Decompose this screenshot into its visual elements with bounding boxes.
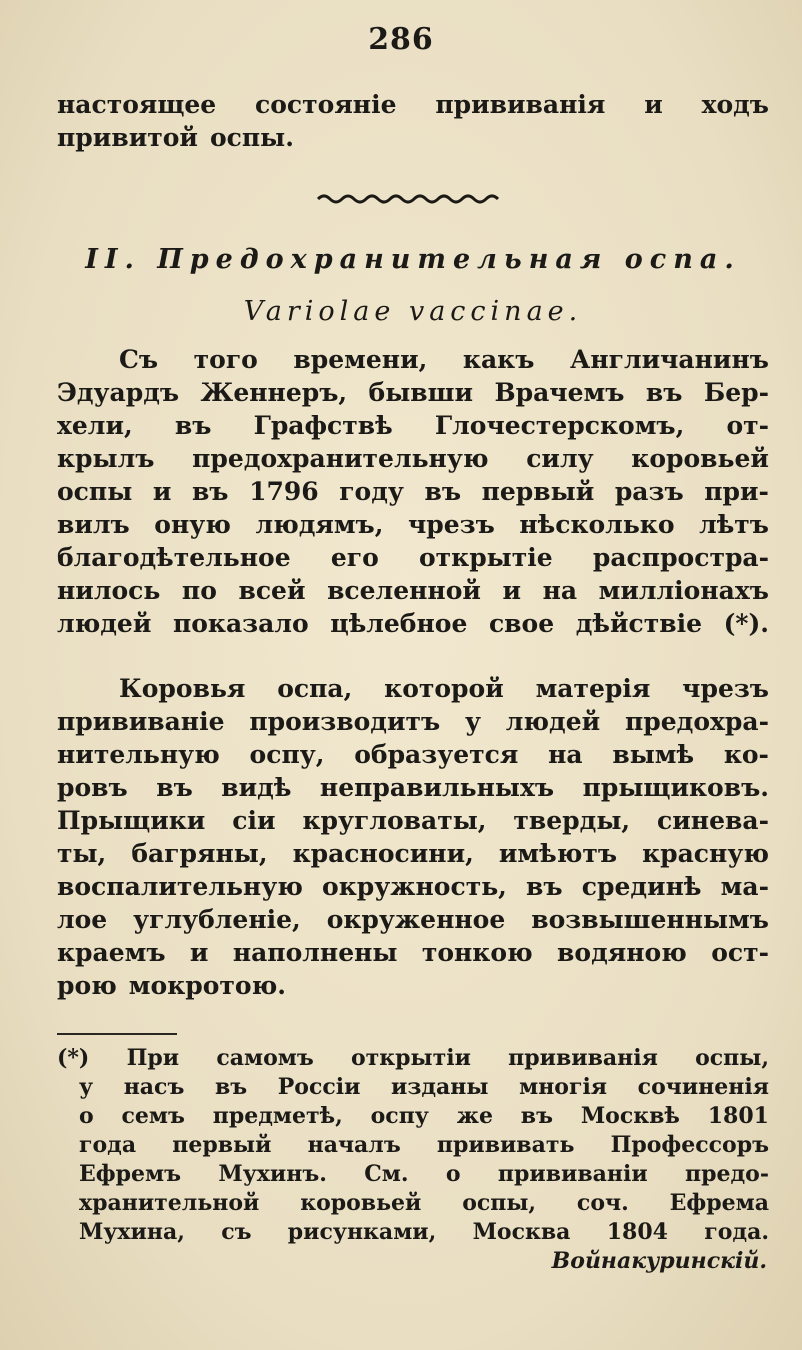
word: показало (172, 609, 309, 638)
word: привитой (57, 123, 198, 152)
word: рою (57, 971, 117, 1000)
intro-paragraph (57, 88, 769, 154)
word: Эдуардъ (57, 378, 180, 407)
word: хранительной (79, 1190, 260, 1216)
word: оспы, (695, 1045, 769, 1071)
word: какъ (462, 345, 535, 374)
word: багряны, (131, 839, 268, 868)
word: оспу (370, 1103, 429, 1129)
word: Графствѣ (253, 411, 393, 440)
footnote-signature: Войнакуринскiй. (551, 1248, 767, 1274)
word: кругловаты, (302, 806, 487, 835)
word: времени, (293, 345, 428, 374)
word: въ (214, 1074, 248, 1100)
word: силу (526, 444, 594, 473)
section-heading: II. Предохранительная оспа. (85, 244, 741, 275)
word: предметѣ, (212, 1103, 343, 1129)
word: началъ (307, 1132, 401, 1158)
word: оспа, (277, 674, 353, 703)
word: всей (238, 576, 306, 605)
word: въ (424, 477, 462, 506)
word: и (189, 938, 209, 967)
word: Мухинъ. (218, 1161, 327, 1187)
fn-line (57, 1102, 769, 1131)
word: въ (156, 773, 193, 802)
word: воспалительную (57, 872, 303, 901)
word: ходъ (701, 90, 769, 119)
word: у (79, 1074, 94, 1100)
word: Мухина, (79, 1219, 185, 1245)
word: и (502, 576, 522, 605)
word: миллiонахъ (598, 576, 769, 605)
word: чрезъ (407, 510, 495, 539)
ornamental-divider (316, 192, 502, 206)
word: на (548, 740, 583, 769)
word: чрезъ (682, 674, 769, 703)
word: 1796 (249, 477, 319, 506)
word: вселенной (327, 576, 481, 605)
word: оспы, (462, 1190, 537, 1216)
word: оную (154, 510, 231, 539)
word: многiя (519, 1074, 608, 1100)
word: 1804 (606, 1219, 668, 1245)
word: синева- (657, 806, 769, 835)
word: году (339, 477, 404, 506)
word: Англичанинъ (569, 345, 769, 374)
word: года. (704, 1219, 769, 1245)
fn-line (57, 1044, 769, 1073)
word: прививанiя (435, 90, 606, 119)
word: 1801 (707, 1103, 769, 1129)
word: Прыщики (57, 806, 206, 835)
word: предохра- (624, 707, 769, 736)
word: разъ (614, 477, 684, 506)
para1-line (57, 541, 769, 574)
word: видѣ (221, 773, 292, 802)
word: Коровья (119, 674, 246, 703)
word: красную (642, 839, 769, 868)
para1-line (57, 475, 769, 508)
para1-line (57, 607, 769, 640)
fn-line (57, 1131, 769, 1160)
para2-line (57, 804, 769, 837)
footnote (57, 1044, 769, 1276)
word: водяною (557, 938, 687, 967)
word: вымѣ (612, 740, 695, 769)
word: Женнеръ, (200, 378, 348, 407)
para1-line (57, 574, 769, 607)
word: краемъ (57, 938, 166, 967)
word: тонкою (421, 938, 533, 967)
para2-line (57, 771, 769, 804)
word: оспы (57, 477, 133, 506)
word: углубленiе, (133, 905, 301, 934)
word: нѣсколько (519, 510, 675, 539)
word: хели, (57, 411, 133, 440)
word: Москва (472, 1219, 571, 1245)
word: самомъ (216, 1045, 314, 1071)
para1-line (57, 442, 769, 475)
word: прививанiя (508, 1045, 658, 1071)
word: оспу, (249, 740, 325, 769)
para2-line (57, 837, 769, 870)
word: у (464, 707, 481, 736)
word: мокротою. (128, 971, 286, 1000)
word: изданы (391, 1074, 489, 1100)
word: на (542, 576, 578, 605)
word: первый (172, 1132, 272, 1158)
word: (*) (57, 1045, 90, 1071)
footnote-rule (57, 1033, 177, 1035)
word: дѣйствiе (575, 609, 702, 638)
word: наполнены (232, 938, 398, 967)
para2-line (57, 672, 769, 705)
word: нительную (57, 740, 220, 769)
word: сочиненiя (637, 1074, 769, 1100)
word: (*). (723, 609, 769, 638)
word: вилъ (57, 510, 130, 539)
para1-line (57, 343, 769, 376)
word: образуется (354, 740, 519, 769)
fn-line (57, 1218, 769, 1247)
para2-line (57, 936, 769, 969)
word: того (193, 345, 258, 374)
word: цѣлебное (330, 609, 468, 638)
word: ты, (57, 839, 107, 868)
word: Профессоръ (610, 1132, 769, 1158)
word: прыщиковъ. (582, 773, 769, 802)
word: года (79, 1132, 137, 1158)
word: коровьей (631, 444, 769, 473)
word: въ (520, 1103, 553, 1129)
word: матерiя (535, 674, 651, 703)
word: Съ (119, 345, 159, 374)
word: людей (57, 609, 152, 638)
page-number: 286 (368, 22, 434, 57)
word: срединѣ (581, 872, 702, 901)
word: неправильныхъ (319, 773, 555, 802)
word: людей (505, 707, 601, 736)
word: состоянiе (255, 90, 397, 119)
word: въ (645, 378, 683, 407)
word: оспы. (209, 123, 294, 152)
word: людямъ, (255, 510, 384, 539)
word: и (644, 90, 663, 119)
word: распростра- (592, 543, 769, 572)
word: въ (526, 872, 563, 901)
word: въ (174, 411, 212, 440)
word: При (126, 1045, 180, 1071)
word: настоящее (57, 90, 217, 119)
word: Ефремъ (79, 1161, 181, 1187)
word: его (330, 543, 379, 572)
word: и (152, 477, 172, 506)
word: при- (704, 477, 769, 506)
word: нилось (57, 576, 161, 605)
word: благодѣтельное (57, 543, 291, 572)
intro-line (57, 121, 769, 154)
fn-line (57, 1073, 769, 1102)
word: тверды, (513, 806, 631, 835)
word: лѣтъ (699, 510, 769, 539)
word: лое (57, 905, 108, 934)
word: первый (481, 477, 595, 506)
word: предо- (685, 1161, 769, 1187)
word: прививанiе (57, 707, 225, 736)
word: красносини, (292, 839, 474, 868)
word: сiи (232, 806, 276, 835)
word: крылъ (57, 444, 155, 473)
para2-line (57, 738, 769, 771)
intro-line (57, 88, 769, 121)
word: имѣютъ (498, 839, 618, 868)
word: ко- (723, 740, 769, 769)
fn-line (57, 1160, 769, 1189)
word: Врачемъ (494, 378, 625, 407)
word: возвышеннымъ (531, 905, 769, 934)
word: Россiи (277, 1074, 361, 1100)
paragraph-2 (57, 672, 769, 1002)
word: См. (364, 1161, 409, 1187)
word: въ (191, 477, 229, 506)
word: бывши (368, 378, 474, 407)
word: Бер- (703, 378, 769, 407)
word: рисунками, (287, 1219, 437, 1245)
word: Москвѣ (580, 1103, 680, 1129)
word: окружность, (322, 872, 507, 901)
word: открытiе (418, 543, 553, 572)
para2-line (57, 969, 769, 1002)
para1-line (57, 508, 769, 541)
word: предохранительную (192, 444, 489, 473)
word: Ефрема (669, 1190, 769, 1216)
word: соч. (576, 1190, 629, 1216)
word: ма- (720, 872, 769, 901)
word: семъ (121, 1103, 185, 1129)
word: окруженное (326, 905, 506, 934)
word: прививать (436, 1132, 575, 1158)
word: ост- (711, 938, 769, 967)
para1-line (57, 409, 769, 442)
word: от- (726, 411, 769, 440)
paragraph-1 (57, 343, 769, 640)
word: насъ (123, 1074, 185, 1100)
word: по (181, 576, 217, 605)
word: свое (488, 609, 555, 638)
word: Глочестерскомъ, (434, 411, 685, 440)
word: открытiи (350, 1045, 471, 1071)
word: же (456, 1103, 493, 1129)
para1-line (57, 376, 769, 409)
word: о (79, 1103, 94, 1129)
word: прививанiи (497, 1161, 648, 1187)
para2-line (57, 870, 769, 903)
fn-line (57, 1189, 769, 1218)
word: коровьей (300, 1190, 422, 1216)
word: о (445, 1161, 461, 1187)
word: производитъ (249, 707, 441, 736)
word: которой (384, 674, 504, 703)
word: ровъ (57, 773, 128, 802)
para2-line (57, 705, 769, 738)
word: съ (221, 1219, 252, 1245)
section-subheading: Variolae vaccinae. (243, 296, 583, 327)
para2-line (57, 903, 769, 936)
